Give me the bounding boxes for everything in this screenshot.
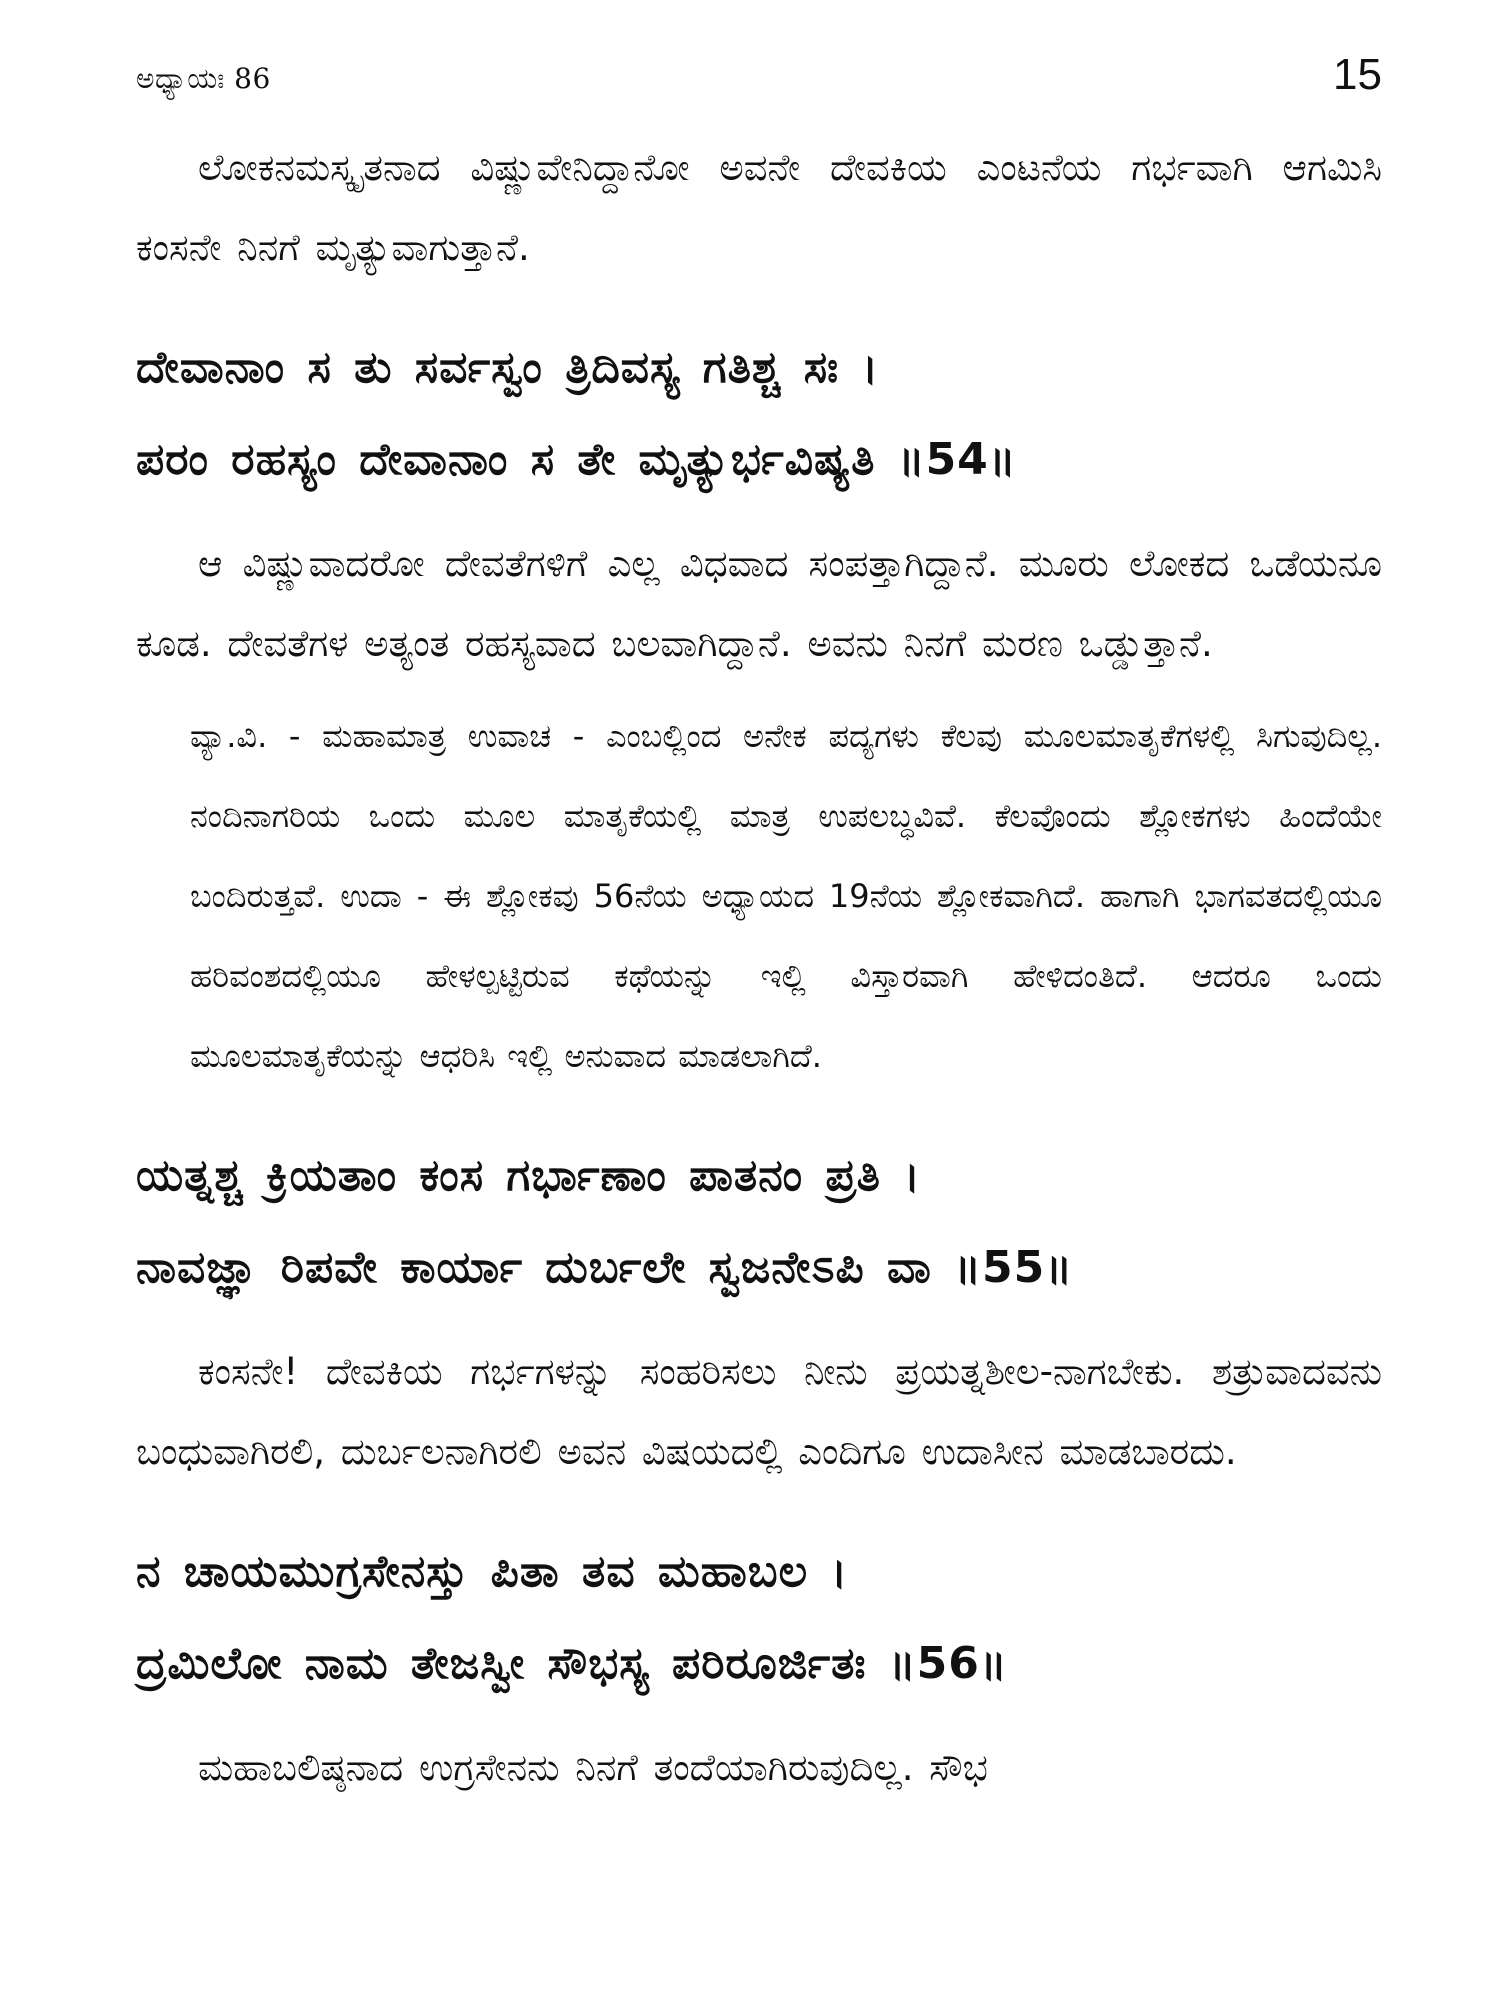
chapter-label: ಅಧ್ಯಾಯಃ 86 [136, 62, 271, 95]
shloka-56-line-2: ದ್ರಮಿಲೋ ನಾಮ ತೇಜಸ್ವೀ ಸೌಭಸ್ಯ ಪರಿರೂರ್ಜಿತಃ ॥56॥ [136, 1638, 1008, 1689]
shloka-55 [136, 1130, 1382, 1314]
translation-paragraph-2: ಆ ವಿಷ್ಣುವಾದರೋ ದೇವತೆಗಳಿಗೆ ಎಲ್ಲ ವಿಧವಾದ ಸಂಪತ್ತಾಗಿದ್ದಾನೆ. ಮೂರು ಲೋಕದ ಒಡೆಯನೂ ಕೂಡ. ದೇವತೆಗಳ ಅತ್ಯಂತ ರಹಸ್ಯವಾದ ಬಲವಾಗಿದ್ದಾನೆ. ಅವನು ನಿನಗೆ ಮರಣ ಒಡ್ಡುತ್ತಾನೆ. [136, 542, 1382, 665]
commentary-note: ವ್ಯಾ.ವಿ. - ಮಹಾಮಾತ್ರ ಉವಾಚ - ಎಂಬಲ್ಲಿಂದ ಅನೇಕ ಪದ್ಯಗಳು ಕೆಲವು ಮೂಲಮಾತೃಕೆಗಳಲ್ಲಿ ಸಿಗುವುದಿಲ್ಲ. ನಂದಿನಾಗರಿಯ ಒಂದು ಮೂಲ ಮಾತೃಕೆಯಲ್ಲಿ ಮಾತ್ರ ಉಪಲಬ್ಧವಿವೆ. ಕೆಲವೊಂದು ಶ್ಲೋಕಗಳು ಹಿಂದೆಯೇ ಬಂದಿರುತ್ತವೆ. ಉದಾ - ಈ ಶ್ಲೋಕವು 56ನೆಯ ಅಧ್ಯಾಯದ 19ನೆಯ ಶ್ಲೋಕವಾಗಿದೆ. ಹಾಗಾಗಿ ಭಾಗವತದಲ್ಲಿಯೂ ಹರಿವಂಶದಲ್ಲಿಯೂ ಹೇಳಲ್ಪಟ್ಟಿರುವ ಕಥೆಯನ್ನು ಇಲ್ಲಿ ವಿಸ್ತಾರವಾಗಿ ಹೇಳಿದಂತಿದೆ. ಆದರೂ ಒಂದು ಮೂಲಮಾತೃಕೆಯನ್ನು ಆಧರಿಸಿ ಇಲ್ಲಿ ಅನುವಾದ ಮಾಡಲಾಗಿದೆ. [190, 717, 1382, 1075]
shloka-56-line-1: ನ ಚಾಯಮುಗ್ರಸೇನಸ್ತು ಪಿತಾ ತವ ಮಹಾಬಲ । [136, 1546, 849, 1597]
shloka-56 [136, 1526, 1382, 1710]
running-header [136, 50, 1382, 114]
shloka-54-line-2: ಪರಂ ರಹಸ್ಯಂ ದೇವಾನಾಂ ಸ ತೇ ಮೃತ್ಯುರ್ಭವಿಷ್ಯತಿ ॥54॥ [136, 434, 1017, 485]
shloka-55-line-1: ಯತ್ನಶ್ಚ ಕ್ರಿಯತಾಂ ಕಂಸ ಗರ್ಭಾಣಾಂ ಪಾತನಂ ಪ್ರತಿ । [136, 1150, 921, 1201]
shloka-55-line-2: ನಾವಜ್ಞಾ ರಿಪವೇ ಕಾರ್ಯಾ ದುರ್ಬಲೇ ಸ್ವಜನೇಽಪಿ ವಾ ॥55॥ [136, 1242, 1074, 1293]
translation-paragraph-3: ಕಂಸನೇ! ದೇವಕಿಯ ಗರ್ಭಗಳನ್ನು ಸಂಹರಿಸಲು ನೀನು ಪ್ರಯತ್ನಶೀಲ-ನಾಗಬೇಕು. ಶತ್ರುವಾದವನು ಬಂಧುವಾಗಿರಲಿ, ದುರ್ಬಲನಾಗಿರಲಿ ಅವನ ವಿಷಯದಲ್ಲಿ ಎಂದಿಗೂ ಉದಾಸೀನ ಮಾಡಬಾರದು. [136, 1350, 1382, 1473]
translation-paragraph-1: ಲೋಕನಮಸ್ಕೃತನಾದ ವಿಷ್ಣುವೇನಿದ್ದಾನೋ ಅವನೇ ದೇವಕಿಯ ಎಂಟನೆಯ ಗರ್ಭವಾಗಿ ಆಗಮಿಸಿ ಕಂಸನೇ ನಿನಗೆ ಮೃತ್ಯುವಾಗುತ್ತಾನೆ. [136, 146, 1382, 269]
shloka-54 [136, 322, 1382, 506]
page-number: 15 [1333, 50, 1382, 99]
translation-paragraph-4: ಮಹಾಬಲಿಷ್ಠನಾದ ಉಗ್ರಸೇನನು ನಿನಗೆ ತಂದೆಯಾಗಿರುವುದಿಲ್ಲ. ಸೌಭ [198, 1746, 988, 1789]
shloka-54-line-1: ದೇವಾನಾಂ ಸ ತು ಸರ್ವಸ್ವಂ ತ್ರಿದಿವಸ್ಯ ಗತಿಶ್ಚ ಸಃ । [136, 342, 880, 393]
